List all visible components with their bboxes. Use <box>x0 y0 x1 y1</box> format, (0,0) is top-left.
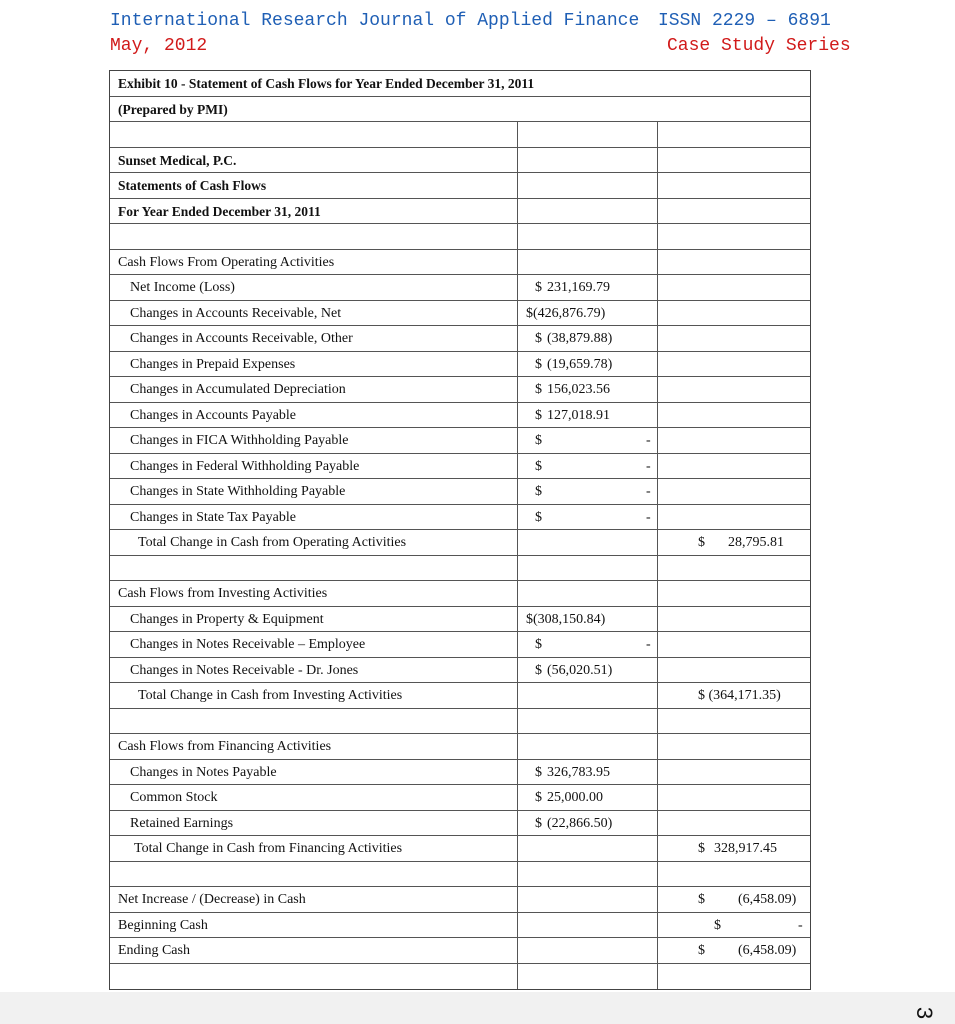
table-row <box>110 938 810 964</box>
table-row <box>110 811 810 837</box>
currency-symbol: $ <box>698 943 705 958</box>
table-row <box>110 301 810 327</box>
series-name: Case Study Series <box>667 36 851 56</box>
table-row <box>110 377 810 403</box>
financing-total-label: Total Change in Cash from Financing Activities <box>110 836 518 861</box>
line-item-value: (22,866.50) <box>547 815 613 831</box>
table-row <box>110 428 810 454</box>
currency-symbol: $ <box>535 458 542 474</box>
operating-total-value: 28,795.81 <box>728 535 784 550</box>
company-name: Sunset Medical, P.C. <box>110 148 518 173</box>
table-row <box>110 836 810 862</box>
zero-dash: - <box>646 484 651 499</box>
line-item-value: (56,020.51) <box>547 662 613 678</box>
currency-symbol: $ <box>698 841 705 856</box>
table-row <box>110 122 810 148</box>
table-row <box>110 658 810 684</box>
line-item-value: (38,879.88) <box>547 331 613 346</box>
table-row <box>110 785 810 811</box>
zero-dash: - <box>798 917 803 933</box>
table-row <box>110 454 810 480</box>
zero-dash: - <box>646 509 651 525</box>
line-item-label: Changes in FICA Withholding Payable <box>110 428 518 453</box>
table-row <box>110 173 810 199</box>
line-item-label: Changes in Prepaid Expenses <box>110 352 518 377</box>
line-item-label: Net Income (Loss) <box>110 275 518 300</box>
currency-symbol: $ <box>714 917 721 933</box>
investing-heading: Cash Flows from Investing Activities <box>110 581 518 606</box>
table-row <box>110 97 810 123</box>
currency-symbol: $ <box>535 382 542 397</box>
line-item-label: Retained Earnings <box>110 811 518 836</box>
line-item-label: Changes in Notes Receivable – Employee <box>110 632 518 657</box>
line-item-value: 326,783.95 <box>547 764 610 780</box>
table-row <box>110 556 810 582</box>
financing-heading: Cash Flows from Financing Activities <box>110 734 518 759</box>
table-row <box>110 403 810 429</box>
line-item-label: Changes in Accumulated Depreciation <box>110 377 518 402</box>
investing-total-label: Total Change in Cash from Investing Activities <box>110 683 518 708</box>
line-item-label: Changes in Accounts Receivable, Other <box>110 326 518 351</box>
table-row <box>110 250 810 276</box>
table-row <box>110 352 810 378</box>
table-row <box>110 683 810 709</box>
table-row <box>110 964 810 990</box>
operating-total-label: Total Change in Cash from Operating Activities <box>110 530 518 555</box>
ending-cash-label: Ending Cash <box>110 938 518 963</box>
investing-total-value: $ (364,171.35) <box>698 688 781 703</box>
operating-heading: Cash Flows From Operating Activities <box>110 250 518 275</box>
currency-symbol: $ <box>535 815 542 831</box>
table-row <box>110 530 810 556</box>
currency-symbol: $ <box>535 484 542 499</box>
table-row <box>110 734 810 760</box>
line-item-label: Changes in State Tax Payable <box>110 505 518 530</box>
table-row <box>110 275 810 301</box>
currency-symbol: $ <box>535 790 542 805</box>
table-row <box>110 71 810 97</box>
table-row <box>110 913 810 939</box>
line-item-value: 127,018.91 <box>547 407 610 423</box>
line-item-value: (19,659.78) <box>547 356 613 372</box>
table-row <box>110 709 810 735</box>
table-row <box>110 632 810 658</box>
currency-symbol: $ <box>535 280 542 295</box>
line-item-value: $(426,876.79) <box>526 305 606 321</box>
currency-symbol: $ <box>698 892 705 907</box>
line-item-value: $(308,150.84) <box>526 611 606 627</box>
table-row <box>110 581 810 607</box>
line-item-label: Changes in Notes Payable <box>110 760 518 785</box>
exhibit-title: Exhibit 10 - Statement of Cash Flows for Year Ended December 31, 2011 <box>118 76 535 91</box>
statement-period: For Year Ended December 31, 2011 <box>110 199 518 224</box>
statement-name: Statements of Cash Flows <box>110 173 518 198</box>
currency-symbol: $ <box>535 764 542 780</box>
line-item-label: Common Stock <box>110 785 518 810</box>
table-row <box>110 887 810 913</box>
page-footer <box>0 992 955 1024</box>
table-row <box>110 148 810 174</box>
beginning-cash-label: Beginning Cash <box>110 913 518 938</box>
zero-dash: - <box>646 433 651 448</box>
currency-symbol: $ <box>535 356 542 372</box>
table-row <box>110 326 810 352</box>
line-item-label: Changes in Accounts Receivable, Net <box>110 301 518 326</box>
currency-symbol: $ <box>535 407 542 423</box>
table-row <box>110 760 810 786</box>
currency-symbol: $ <box>535 433 542 448</box>
table-row <box>110 862 810 888</box>
zero-dash: - <box>646 637 651 652</box>
line-item-label: Changes in Property & Equipment <box>110 607 518 632</box>
zero-dash: - <box>646 458 651 474</box>
exhibit-subtitle: (Prepared by PMI) <box>118 101 228 117</box>
line-item-value: 25,000.00 <box>547 790 603 805</box>
line-item-label: Changes in Federal Withholding Payable <box>110 454 518 479</box>
issue-date: May, 2012 <box>110 36 208 56</box>
net-change-value: (6,458.09) <box>738 892 797 907</box>
line-item-value: 231,169.79 <box>547 280 610 295</box>
journal-title: International Research Journal of Applied Finance <box>110 11 640 31</box>
table-row <box>110 505 810 531</box>
table-row <box>110 607 810 633</box>
currency-symbol: $ <box>535 637 542 652</box>
ending-cash-value: (6,458.09) <box>738 943 797 958</box>
line-item-label: Changes in Accounts Payable <box>110 403 518 428</box>
issn-number: ISSN 2229 – 6891 <box>658 11 831 31</box>
currency-symbol: $ <box>535 509 542 525</box>
cash-flow-table <box>109 70 811 990</box>
net-change-label: Net Increase / (Decrease) in Cash <box>110 887 518 912</box>
page-number: 3 <box>912 1006 938 1020</box>
table-row <box>110 479 810 505</box>
currency-symbol: $ <box>535 662 542 678</box>
line-item-label: Changes in State Withholding Payable <box>110 479 518 504</box>
currency-symbol: $ <box>535 331 542 346</box>
currency-symbol: $ <box>698 535 705 550</box>
line-item-label: Changes in Notes Receivable - Dr. Jones <box>110 658 518 683</box>
table-row <box>110 199 810 225</box>
financing-total-value: 328,917.45 <box>714 841 777 856</box>
table-row <box>110 224 810 250</box>
line-item-value: 156,023.56 <box>547 382 610 397</box>
